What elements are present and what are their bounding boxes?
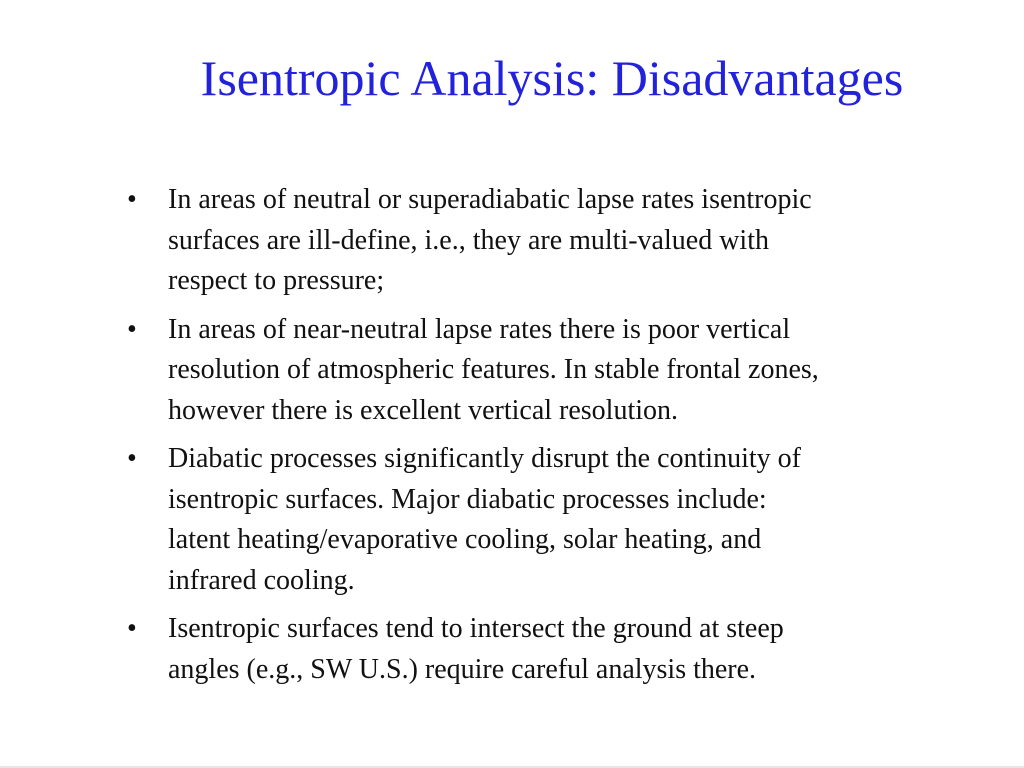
slide-title: Isentropic Analysis: Disadvantages [200, 50, 904, 106]
bullet-dot-icon: • [127, 443, 137, 474]
bullet-list [127, 180, 987, 698]
bullet-text: Isentropic surfaces tend to intersect the ground at steep angles (e.g., SW U.S.) require careful analysis there. [168, 613, 784, 685]
bullet-text: In areas of neutral or superadiabatic lapse rates isentropic surfaces are ill-define, i.e., they are multi-valued with respect to pressure; [168, 184, 812, 296]
bullet-item [127, 180, 987, 302]
bullet-item [127, 310, 987, 432]
bullet-item [127, 439, 987, 601]
bullet-text: Diabatic processes significantly disrupt the continuity of isentropic surfaces. Major diabatic processes include: latent heating/evaporative cooling, solar heating, and infrared cooling. [168, 443, 801, 596]
bullet-dot-icon: • [127, 313, 137, 345]
bullet-dot-icon: • [127, 184, 137, 215]
bullet-dot-icon: • [127, 613, 137, 644]
bullet-item [127, 609, 987, 690]
bullet-text: In areas of near-neutral lapse rates there is poor vertical resolution of atmospheric features. In stable frontal zones, however there is excellent vertical resolution. [168, 313, 819, 426]
